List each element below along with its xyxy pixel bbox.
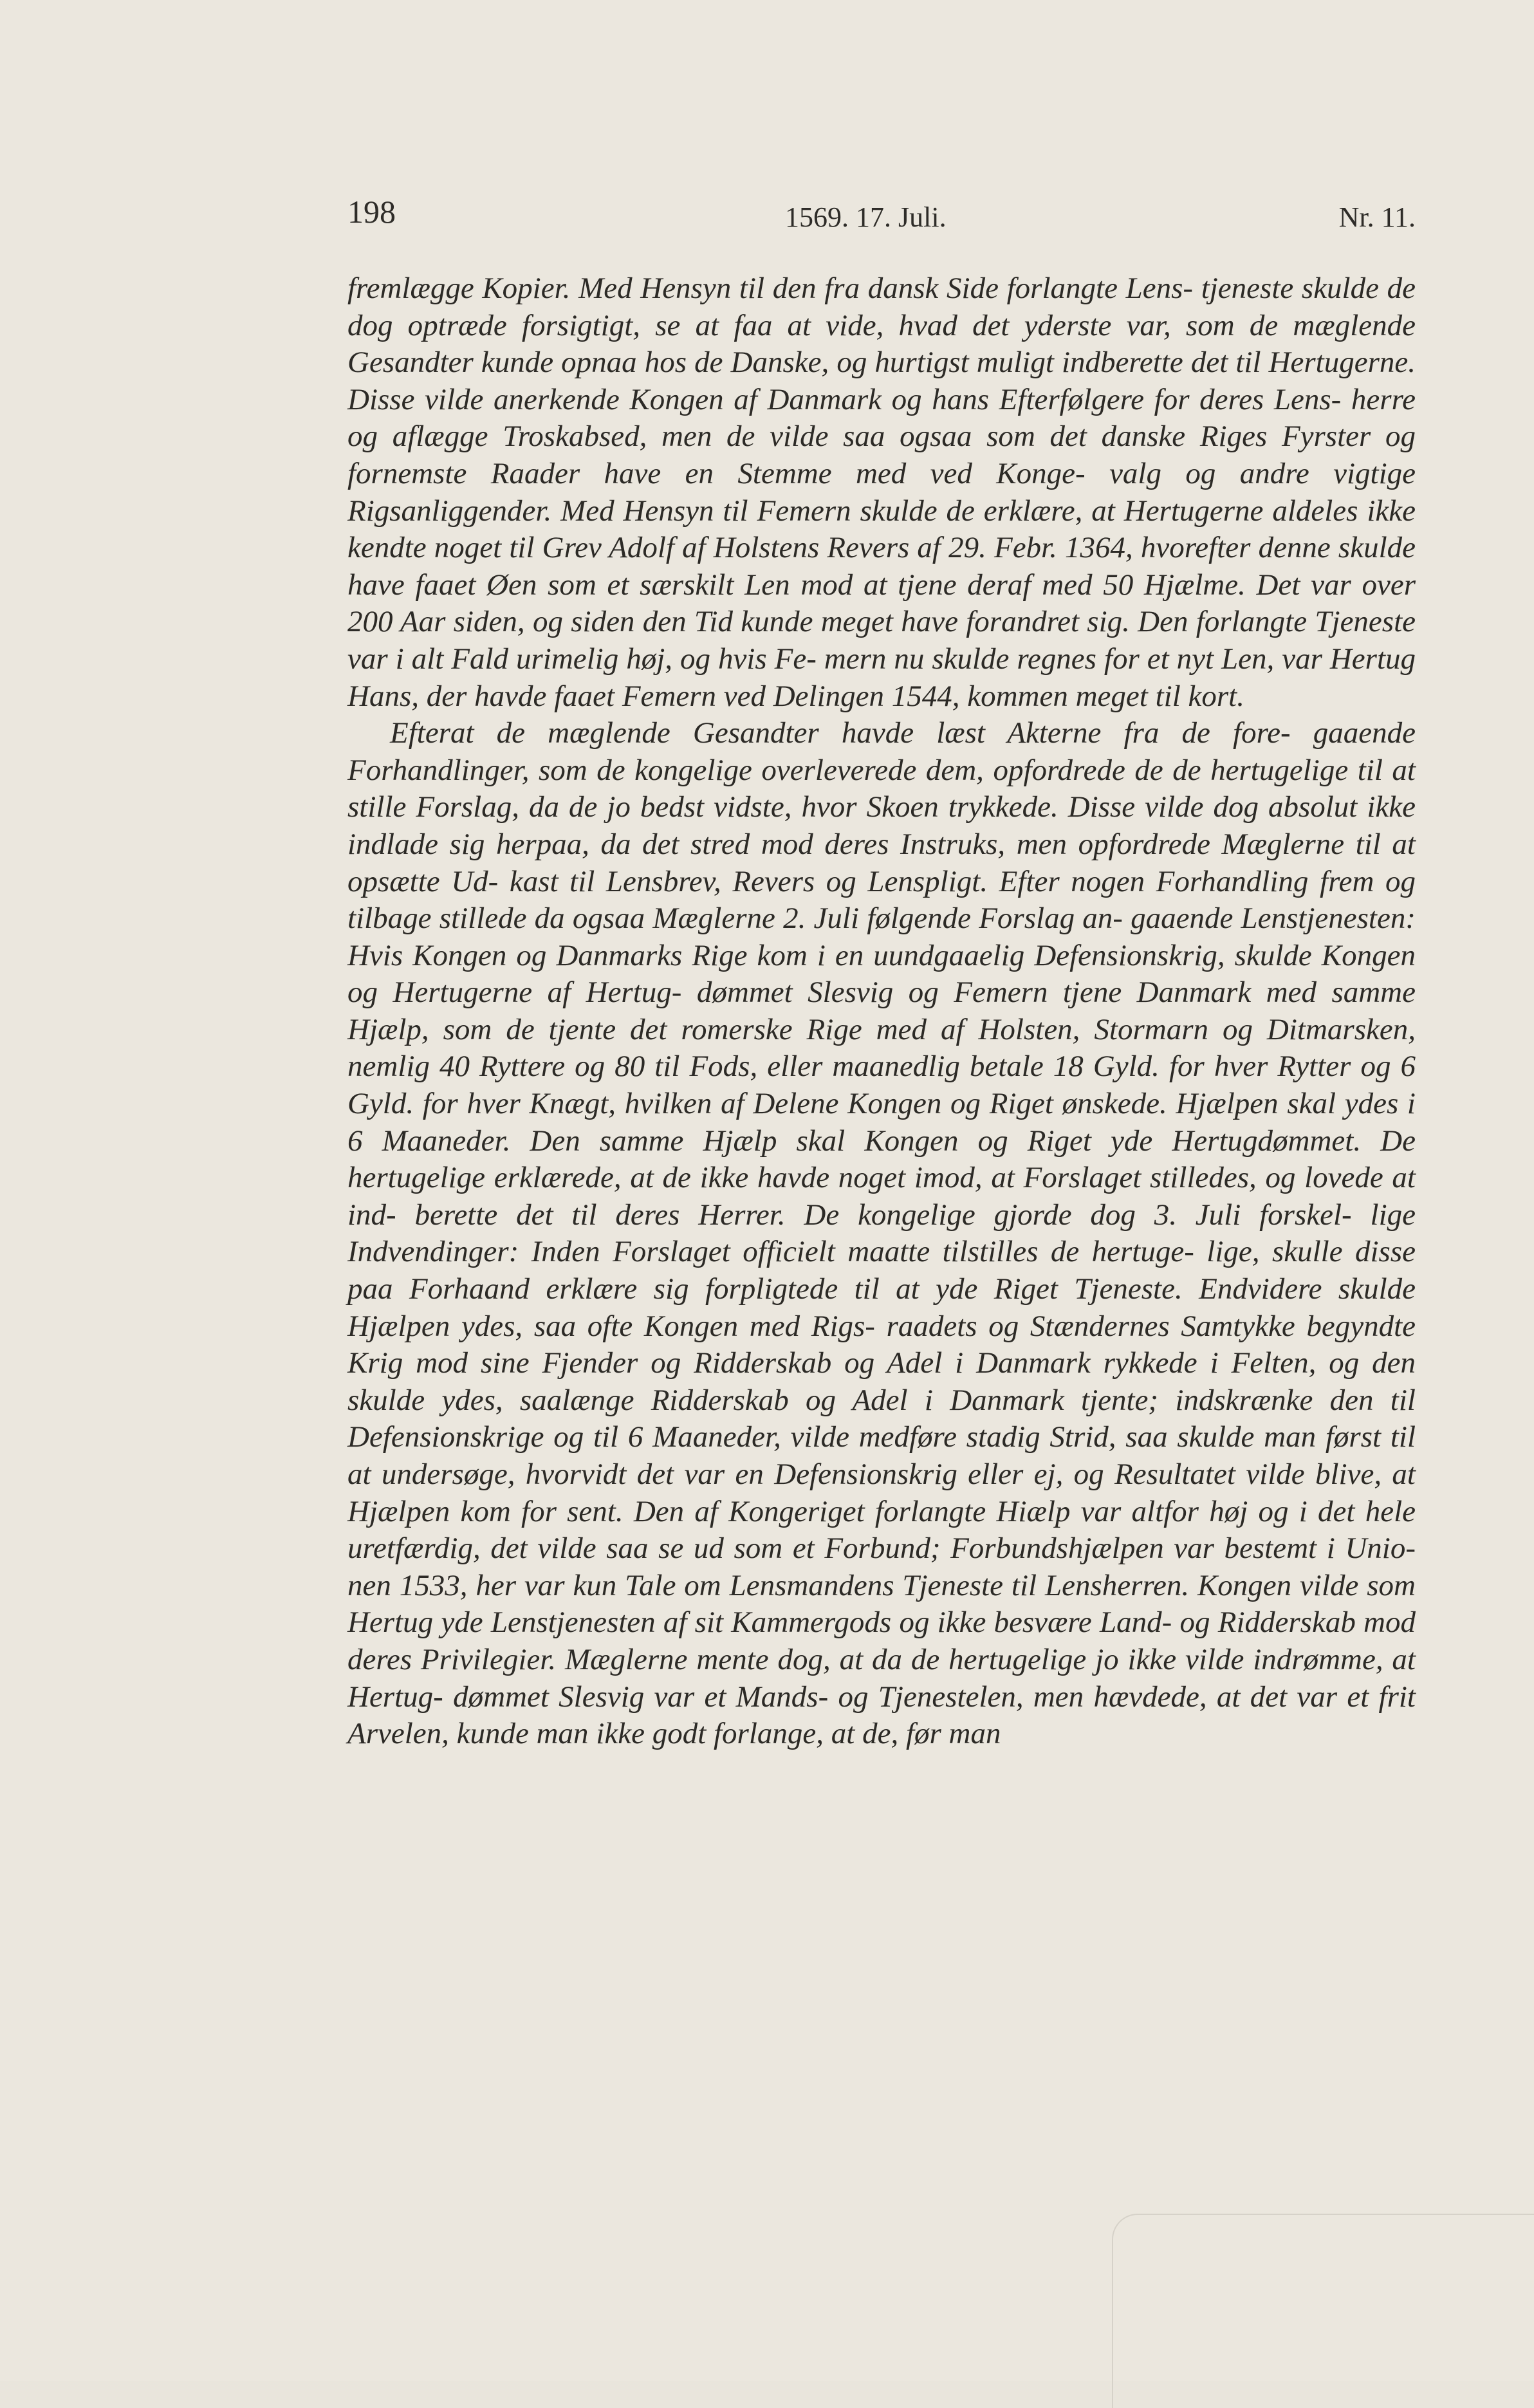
page-number: 198 [347,194,396,230]
page-edge-mark [1112,2214,1534,2408]
page-header [347,193,1416,245]
document-number: Nr. 11. [1338,201,1416,233]
paragraph-1: fremlægge Kopier. Med Hensyn til den fra dansk Side forlangte Lens- tjeneste skulde de dog optræde forsigtigt, se at faa at vide, hvad det yderste var, som de mæglende Gesandter kunde opnaa hos de Danske, og hurtigst muligt indberette det til Hertugerne. Disse vilde anerkende Kongen af Danmark og hans Efterfølgere for deres Lens- herre og aflægge Troskabsed, men de vilde saa ogsaa som det danske Riges Fyrster og fornemste Raader have en Stemme med ved Konge- valg og andre vigtige Rigsanliggender. Med Hensyn til Femern skulde de erklære, at Hertugerne aldeles ikke kendte noget til Grev Adolf af Holstens Revers af 29. Febr. 1364, hvorefter denne skulde have faaet Øen som et særskilt Len mod at tjene deraf med 50 Hjælme. Det var over 200 Aar siden, og siden den Tid kunde meget have forandret sig. Den forlangte Tjeneste var i alt Fald urimelig høj, og hvis Fe- mern nu skulde regnes for et nyt Len, var Hertug Hans, der havde faaet Femern ved Delingen 1544, kommen meget til kort. [347,272,1416,713]
paragraph-2: Efterat de mæglende Gesandter havde læst Akterne fra de fore- gaaende Forhandlinger, som de kongelige overleverede dem, opfordrede de de hertugelige til at stille Forslag, da de jo bedst vidste, hvor Skoen trykkede. Disse vilde dog absolut ikke indlade sig herpaa, da det stred mod deres Instruks, men opfordrede Mæglerne til at opsætte Ud- kast til Lensbrev, Revers og Lenspligt. Efter nogen Forhandling frem og tilbage stillede da ogsaa Mæglerne 2. Juli følgende Forslag an- gaaende Lenstjenesten: Hvis Kongen og Danmarks Rige kom i en uundgaaelig Defensionskrig, skulde Kongen og Hertugerne af Hertug- dømmet Slesvig og Femern tjene Danmark med samme Hjælp, som de tjente det romerske Rige med af Holsten, Stormarn og Ditmarsken, nemlig 40 Ryttere og 80 til Fods, eller maanedlig betale 18 Gyld. for hver Rytter og 6 Gyld. for hver Knægt, hvilken af Delene Kongen og Riget ønskede. Hjælpen skal ydes i 6 Maaneder. Den samme Hjælp skal Kongen og Riget yde Hertugdømmet. De hertugelige erklærede, at de ikke havde noget imod, at Forslaget stilledes, og lovede at ind- berette det til deres Herrer. De kongelige gjorde dog 3. Juli forskel- lige Indvendinger: Inden Forslaget officielt maatte tilstilles de hertuge- lige, skulle disse paa Forhaand erklære sig forpligtede til at yde Riget Tjeneste. Endvidere skulde Hjælpen ydes, saa ofte Kongen med Rigs- raadets og Stændernes Samtykke begyndte Krig mod sine Fjender og Ridderskab og Adel i Danmark rykkede i Felten, og den skulde ydes, saalænge Ridderskab og Adel i Danmark tjente; indskrænke den til Defensionskrige og til 6 Maaneder, vilde medføre stadig Strid, saa skulde man først til at undersøge, hvorvidt det var en Defensionskrig eller ej, og Resultatet vilde blive, at Hjælpen kom for sent. Den af Kongeriget forlangte Hiælp var altfor høj og i det hele uretfærdig, det vilde saa se ud som et Forbund; Forbundshjælpen var bestemt i Unio- nen 1533, her var kun Tale om Lensmandens Tjeneste til Lensherren. Kongen vilde som Hertug yde Lenstjenesten af sit Kammergods og ikke besvære Land- og Ridderskab mod deres Privilegier. Mæglerne mente dog, at da de hertugelige jo ikke vilde indrømme, at Hertug- dømmet Slesvig var et Mands- og Tjenestelen, men hævdede, at det var et frit Arvelen, kunde man ikke godt forlange, at de, før man [347,716,1416,1751]
body-text [347,270,1416,1753]
running-date: 1569. 17. Juli. [785,201,947,233]
